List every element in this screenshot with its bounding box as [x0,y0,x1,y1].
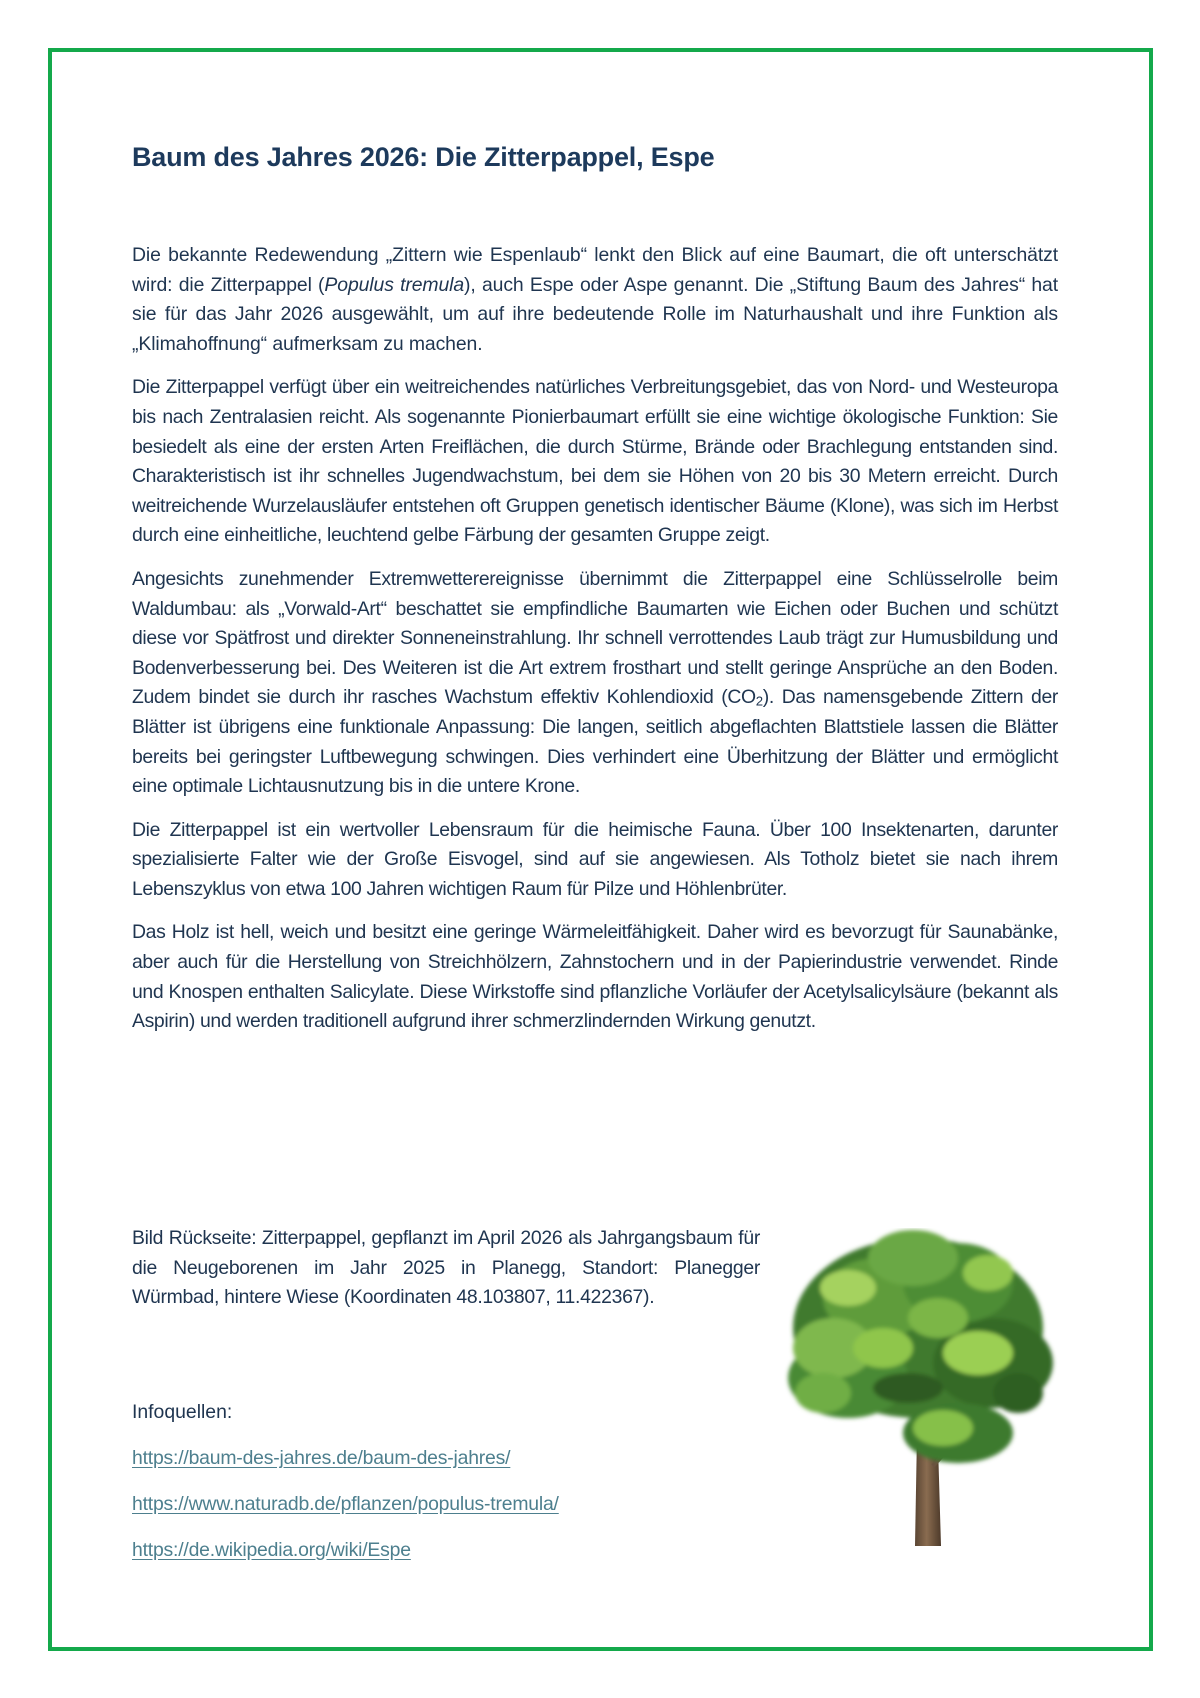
image-caption: Bild Rückseite: Zitterpappel, gepflanzt im April 2026 als Jahrgangsbaum für die Neugeborenen im Jahr 2025 in Planegg, Standort: Planegger Würmbad, hintere Wiese (Koordinaten 48.103807, 11.422367). [132,1227,760,1309]
species-name-latin: Populus tremula [324,273,465,296]
sources-label: Infoquellen: [132,1401,233,1423]
paragraph-wood-use: Das Holz ist hell, weich und besitzt eine geringe Wärmeleitfähigkeit. Daher wird es bevorzugt für Saunabänke, aber auch für die Herstellung von Streichhölzern, Zahnstochern und in der Papierindustrie verwendet. Rinde und Knospen enthalten Salicylate. Diese Wirkstoffe sind pflanzliche Vorläufer der Acetylsalicylsäure (bekannt als Aspirin) und werden traditionell aufgrund ihrer schmerzlindernden Wirkung genutzt. [132,921,1058,1033]
paragraph-forest-role-text-a: Angesichts zunehmender Extremwetterereignisse übernimmt die Zitterpappel eine Schlüsselrolle beim Waldumbau: als „Vorwald-Art“ beschattet sie empfindliche Baumarten wie Eichen oder Buchen und schützt diese vor Spätfrost und direkter Sonneneinstrahlung. Ihr schnell verrottendes Laub trägt zur Humusbildung und Bodenverbesserung bei. Des Weiteren ist die Art extrem frosthart und stellt geringe Ansprüche an den Boden. Zudem bindet sie durch ihr rasches Wachstum effektiv Kohlendioxid (CO [132,567,1058,709]
paragraph-forest-role-text-b: ). Das namensgebende Zittern der Blätter ist übrigens eine funktionale Anpassung: Die langen, seitlich abgeflachten Blattstiele lassen die Blätter bereits bei geringster Luftbewegung schwingen. Dies verhindert eine Überhitzung der Blätter und ermöglicht eine optimale Lichtausnutzung bis in die untere Krone. [132,686,1058,798]
source-link-naturadb[interactable]: https://www.naturadb.de/pflanzen/populus-tremula/ [132,1493,559,1515]
paragraph-forest-role [132,565,1058,802]
source-link-wikipedia[interactable]: https://de.wikipedia.org/wiki/Espe [132,1539,411,1561]
article-body [132,241,1058,1051]
paragraph-intro-text-b: ), auch Espe oder Aspe genannt. Die „Stiftung Baum des Jahres“ hat sie für das Jahr 2026 ausgewählt, um auf ihre bedeutende Rolle im Naturhaushalt und ihre Funktion als „Klimahoffnung“ aufmerksam zu machen. [132,273,1058,355]
paragraph-intro-text-a: Die bekannte Redewendung „Zittern wie Espenlaub“ lenkt den Blick auf eine Baumart, die oft unterschätzt wird: die Zitterpappel ( [132,244,1058,296]
source-link-baum-des-jahres[interactable]: https://baum-des-jahres.de/baum-des-jahres/ [132,1447,511,1469]
paragraph-intro [132,241,1058,359]
paragraph-fauna: Die Zitterpappel ist ein wertvoller Lebensraum für die heimische Fauna. Über 100 Insektenarten, darunter spezialisierte Falter wie der Große Eisvogel, sind auf sie angewiesen. Als Totholz bietet sie nach ihrem Lebenszyklus von etwa 100 Jahren wichtigen Raum für Pilze und Höhlenbrüter. [132,818,1058,900]
tree-illustration-icon [778,1228,1068,1558]
sources-section [132,1400,559,1584]
co2-subscript: 2 [755,693,763,709]
page-title: Baum des Jahres 2026: Die Zitterpappel, Espe [132,142,715,172]
paragraph-distribution: Die Zitterpappel verfügt über ein weitreichendes natürliches Verbreitungsgebiet, das von Nord- und Westeuropa bis nach Zentralasien reicht. Als sogenannte Pionierbaumart erfüllt sie eine wichtige ökologische Funktion: Sie besiedelt als eine der ersten Arten Freiflächen, die durch Stürme, Brände oder Brachlegung entstanden sind. Charakteristisch ist ihr schnelles Jugendwachstum, bei dem sie Höhen von 20 bis 30 Metern erreicht. Durch weitreichende Wurzelausläufer entstehen oft Gruppen genetisch identischer Bäume (Klone), was sich im Herbst durch eine einheitliche, leuchtend gelbe Färbung der gesamten Gruppe zeigt. [132,376,1058,547]
